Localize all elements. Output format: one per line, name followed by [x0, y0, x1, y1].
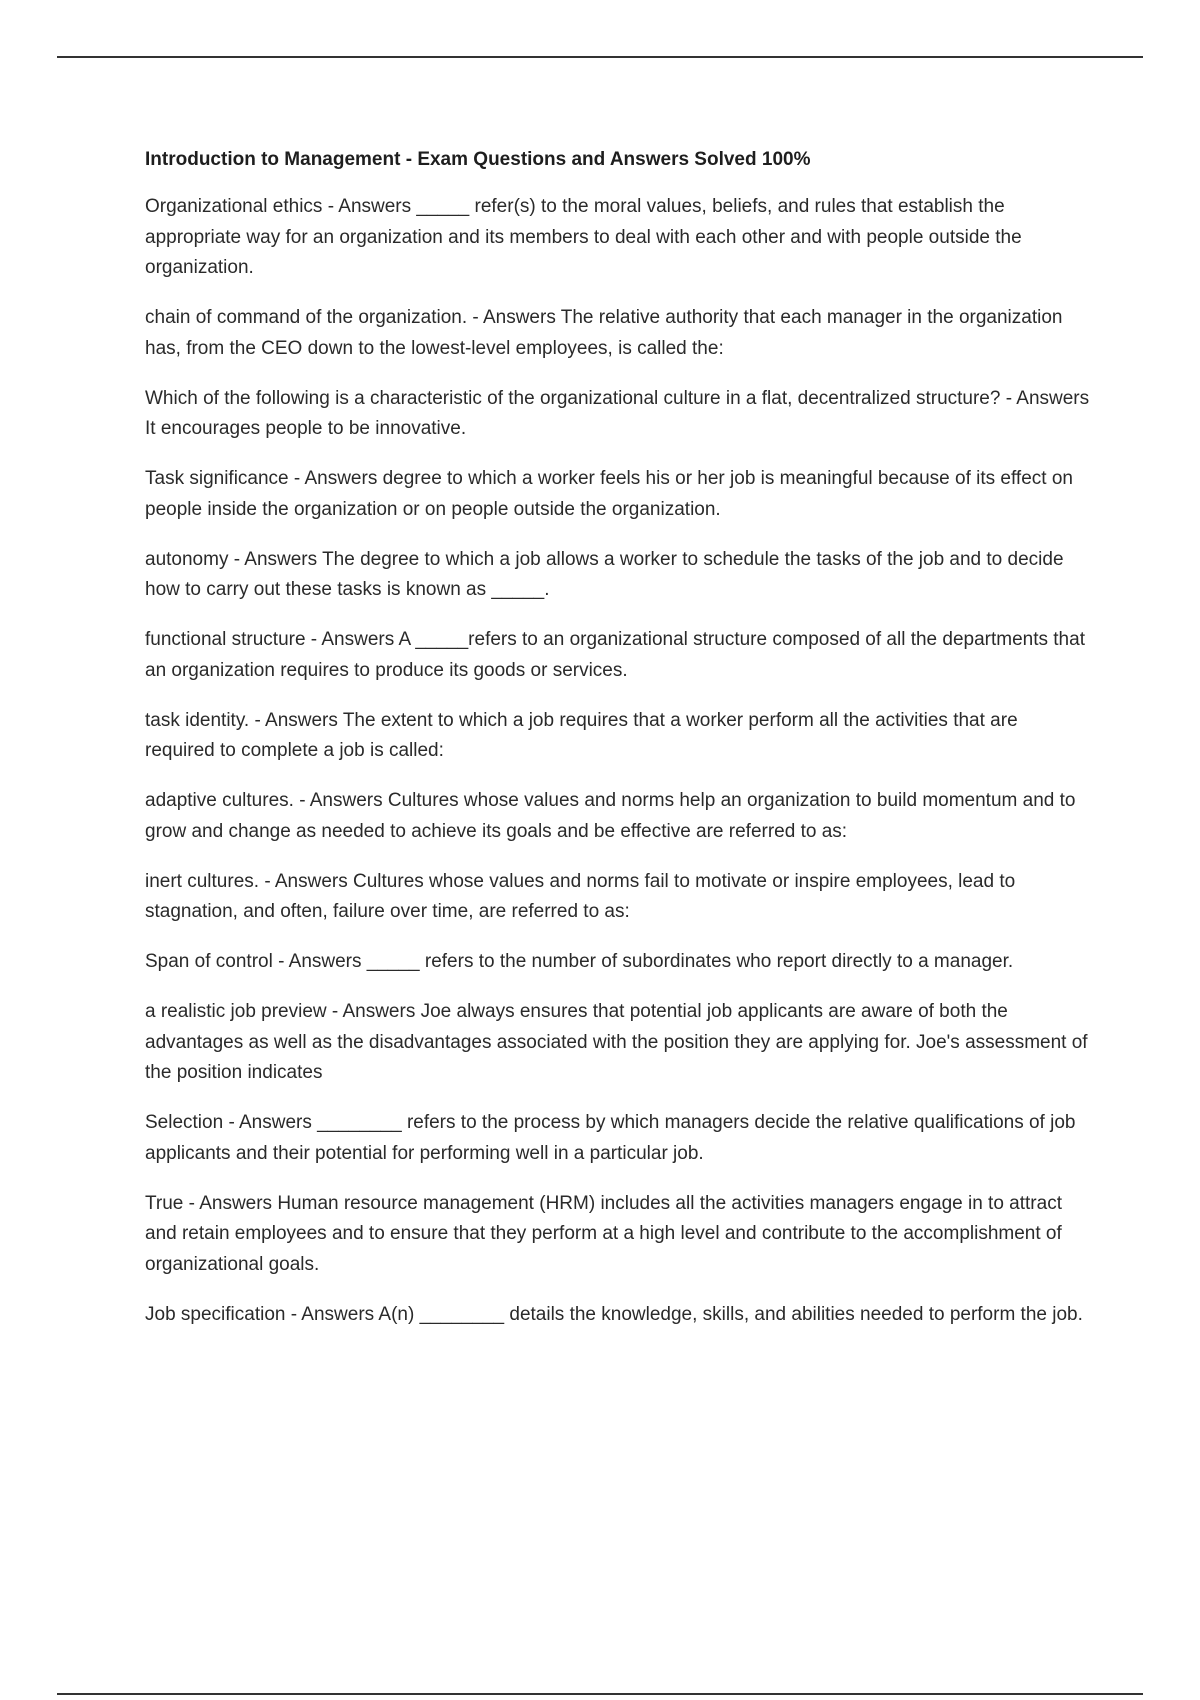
qa-entry: Selection - Answers ________ refers to the process by which managers decide the relative qualifications of job applicants and their potential for performing well in a particular job. — [145, 1112, 1076, 1164]
qa-entry: Task significance - Answers degree to which a worker feels his or her job is meaningful because of its effect on people inside the organization or on people outside the organization. — [145, 468, 1073, 520]
document-body — [145, 145, 1090, 1350]
qa-entry: chain of command of the organization. - Answers The relative authority that each manager in the organization has, from the CEO down to the lowest-level employees, is called the: — [145, 307, 1063, 359]
qa-entry: inert cultures. - Answers Cultures whose values and norms fail to motivate or inspire employees, lead to stagnation, and often, failure over time, are referred to as: — [145, 870, 1016, 922]
qa-entry: functional structure - Answers A _____refers to an organizational structure composed of all the departments that an organization requires to produce its goods or services. — [145, 629, 1085, 681]
qa-entry: autonomy - Answers The degree to which a job allows a worker to schedule the tasks of the job and to decide how to carry out these tasks is known as _____. — [145, 548, 1064, 600]
footer-rule — [57, 1693, 1143, 1695]
qa-entry: adaptive cultures. - Answers Cultures whose values and norms help an organization to build momentum and to grow and change as needed to achieve its goals and be effective are referred to as: — [145, 790, 1076, 842]
header-rule — [57, 56, 1143, 58]
qa-entry: Organizational ethics - Answers _____ refer(s) to the moral values, beliefs, and rules that establish the appropriate way for an organization and its members to deal with each other and with people outside the organization. — [145, 196, 1022, 278]
qa-entry: True - Answers Human resource management (HRM) includes all the activities managers engage in to attract and retain employees and to ensure that they perform at a high level and contribute to the accomplishment of organizational goals. — [145, 1192, 1062, 1275]
document-title: Introduction to Management - Exam Questions and Answers Solved 100% — [145, 149, 811, 170]
qa-entry: a realistic job preview - Answers Joe always ensures that potential job applicants are aware of both the advantages as well as the disadvantages associated with the position they are applying for. Joe's assessment of the position indicates — [145, 1001, 1088, 1083]
qa-entry: Which of the following is a characteristic of the organizational culture in a flat, decentralized structure? - Answers It encourages people to be innovative. — [145, 387, 1090, 439]
qa-entry: Span of control - Answers _____ refers to the number of subordinates who report directly to a manager. — [145, 951, 1014, 972]
qa-entry: task identity. - Answers The extent to which a job requires that a worker perform all the activities that are required to complete a job is called: — [145, 709, 1018, 761]
qa-entry: Job specification - Answers A(n) ________ details the knowledge, skills, and abilities needed to perform the job. — [145, 1303, 1083, 1325]
